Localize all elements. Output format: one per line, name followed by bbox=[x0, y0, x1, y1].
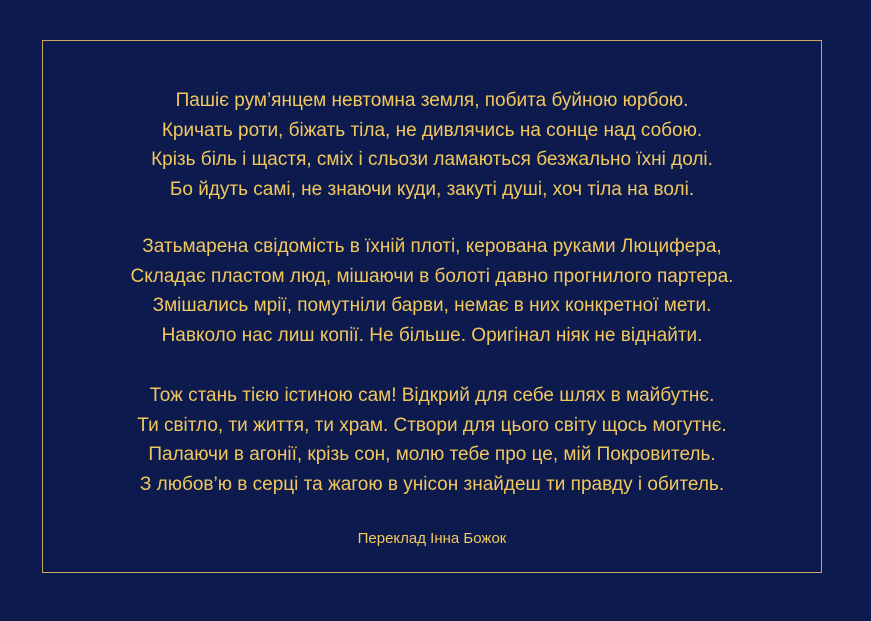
translator-credit: Переклад Інна Божок bbox=[357, 530, 507, 547]
poem-line: Складає пластом люд, мішаючи в болоті давно прогнилого партера. bbox=[130, 265, 734, 287]
poem-frame bbox=[42, 40, 822, 573]
stanza-1 bbox=[43, 86, 821, 204]
stanza-2 bbox=[43, 232, 821, 350]
stanza-3 bbox=[43, 381, 821, 499]
poem-line: Навколо нас лиш копії. Не більше. Оригінал ніяк не віднайти. bbox=[161, 324, 703, 346]
poem-line: Тож стань тією істиною сам! Відкрий для себе шлях в майбутнє. bbox=[149, 385, 715, 406]
poem-line: Бо йдуть самі, не знаючи куди, закуті душі, хоч тіла на волі. bbox=[169, 178, 695, 200]
poem-line: Змішались мрії, помутніли барви, немає в них конкретної мети. bbox=[152, 295, 712, 316]
poem-line: Палаючи в агонії, крізь сон, молю тебе про це, мій Покровитель. bbox=[148, 444, 716, 465]
poem-line: Пашіє рум’янцем невтомна земля, побита буйною юрбою. bbox=[175, 90, 689, 111]
poem-line: Крізь біль і щастя, сміх і сльози ламаються безжально їхні долі. bbox=[151, 149, 713, 170]
poem-line: Кричать роти, біжать тіла, не дивлячись на сонце над собою. bbox=[161, 119, 703, 141]
poem-line: Ти світло, ти життя, ти храм. Створи для цього світу щось могутнє. bbox=[137, 414, 727, 436]
poem-line: З любов’ю в серці та жагою в унісон знайдеш ти правду і обитель. bbox=[139, 473, 725, 495]
poem-line: Затьмарена свідомість в їхній плоті, керована руками Люцифера, bbox=[142, 236, 722, 257]
